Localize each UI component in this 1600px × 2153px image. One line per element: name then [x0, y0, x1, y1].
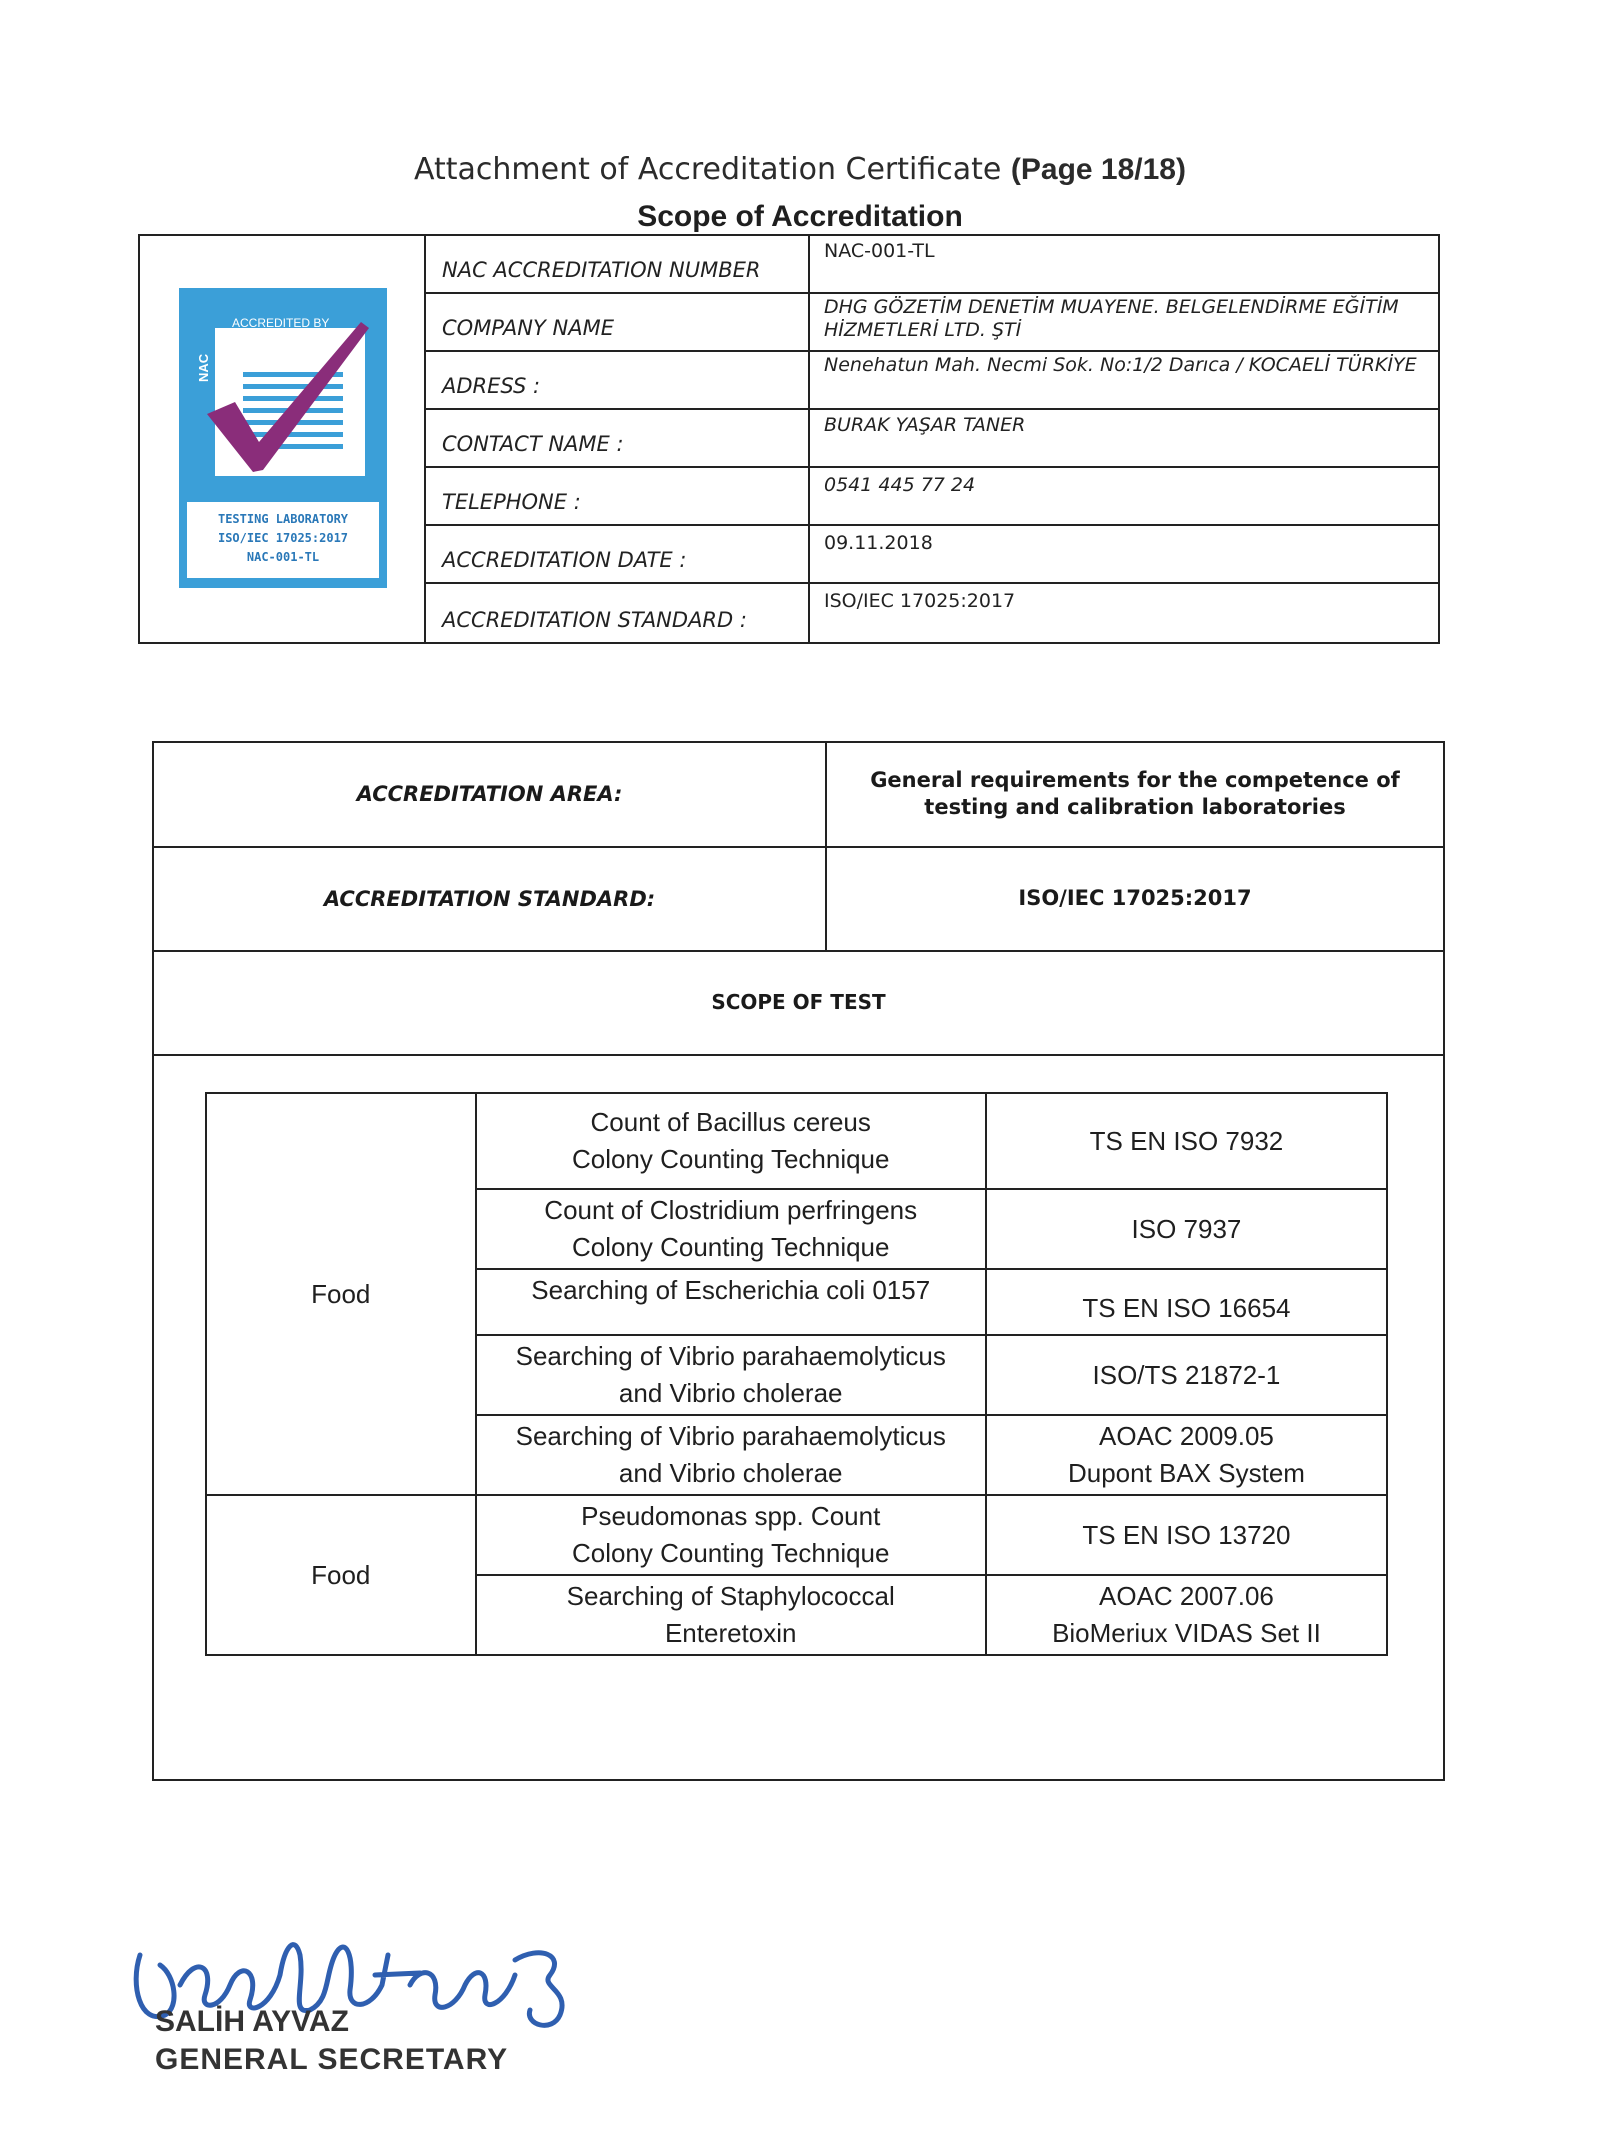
scope-divider — [152, 846, 1445, 848]
test-name-cell: Pseudomonas spp. Count Colony Counting Technique — [476, 1495, 986, 1575]
category-cell: Food — [206, 1495, 476, 1655]
logo-label-line: ISO/IEC 17025:2017 — [217, 531, 349, 545]
signatory-title: GENERAL SECRETARY — [155, 2043, 509, 2076]
info-row-accreditation-standard — [426, 584, 1440, 642]
info-value: Nenehatun Mah. Necmi Sok. No:1/2 Darıca / KOCAELİ TÜRKİYE — [824, 354, 1417, 376]
scope-divider — [152, 1054, 1445, 1056]
test-name-cell: Searching of Escherichia coli 0157 — [476, 1269, 986, 1335]
info-row-address — [426, 352, 1440, 410]
page-indicator: (Page 18/18) — [1010, 153, 1186, 186]
info-label: TELEPHONE : — [442, 490, 581, 514]
info-row-accreditation-date — [426, 526, 1440, 584]
info-value: BURAK YAŞAR TANER — [824, 414, 1026, 436]
signatory-name: SALİH AYVAZ — [155, 2005, 349, 2038]
info-label: ACCREDITATION DATE : — [442, 548, 687, 572]
title-text: Attachment of Accreditation Certificate — [414, 152, 1002, 187]
test-method-cell: ISO 7937 — [986, 1189, 1387, 1269]
logo-side-text: NAC — [196, 353, 211, 382]
info-row-company-name — [426, 294, 1440, 352]
test-name-cell: Searching of Staphylococcal Enteretoxin — [476, 1575, 986, 1655]
accreditation-standard-label: ACCREDITATION STANDARD: — [323, 887, 656, 911]
info-value: 0541 445 77 24 — [824, 474, 976, 496]
scope-of-test-title: SCOPE OF TEST — [711, 990, 886, 1014]
tests-table — [205, 1092, 1388, 1656]
info-row-nac-number — [426, 236, 1440, 294]
logo-top-text: ACCREDITED BY — [232, 316, 330, 330]
test-name-cell: Count of Bacillus cereus Colony Counting Technique — [476, 1093, 986, 1189]
logo-label-line: NAC-001-TL — [246, 550, 320, 564]
test-name-cell: Searching of Vibrio parahaemolyticus and Vibrio cholerae — [476, 1335, 986, 1415]
table-row — [206, 1495, 1387, 1575]
accreditation-standard-value: ISO/IEC 17025:2017 — [1018, 886, 1252, 910]
test-method-cell: AOAC 2007.06 BioMeriux VIDAS Set II — [986, 1575, 1387, 1655]
category-cell: Food — [206, 1093, 476, 1495]
table-row — [206, 1093, 1387, 1189]
logo-label-line: TESTING LABORATORY — [217, 512, 349, 526]
accreditation-area-value: General requirements for the competence of testing and calibration laboratories — [870, 768, 1400, 819]
info-label: CONTACT NAME : — [442, 432, 624, 456]
info-row-contact-name — [426, 410, 1440, 468]
info-row-telephone — [426, 468, 1440, 526]
logo-label — [185, 500, 381, 580]
info-value: NAC-001-TL — [824, 240, 935, 262]
info-value: 09.11.2018 — [824, 532, 933, 554]
test-method-cell: TS EN ISO 7932 — [986, 1093, 1387, 1189]
accreditation-area-label: ACCREDITATION AREA: — [356, 782, 623, 806]
scope-column-divider — [825, 743, 827, 952]
test-name-cell: Searching of Vibrio parahaemolyticus and Vibrio cholerae — [476, 1415, 986, 1495]
test-method-cell: AOAC 2009.05 Dupont BAX System — [986, 1415, 1387, 1495]
info-label: ADRESS : — [442, 374, 541, 398]
test-method-cell: ISO/TS 21872-1 — [986, 1335, 1387, 1415]
document-subtitle: Scope of Accreditation — [637, 200, 963, 233]
test-method-cell: TS EN ISO 13720 — [986, 1495, 1387, 1575]
test-method-cell: TS EN ISO 16654 — [986, 1269, 1387, 1335]
scope-divider — [152, 950, 1445, 952]
info-value: ISO/IEC 17025:2017 — [824, 590, 1016, 612]
info-label: ACCREDITATION STANDARD : — [442, 608, 747, 632]
info-value: DHG GÖZETİM DENETİM MUAYENE. BELGELENDİRME EĞİTİM HİZMETLERİ LTD. ŞTİ — [824, 296, 1399, 341]
document-title — [0, 152, 1600, 187]
info-label: NAC ACCREDITATION NUMBER — [442, 258, 761, 282]
info-label: COMPANY NAME — [442, 316, 614, 340]
test-name-cell: Count of Clostridium perfringens Colony Counting Technique — [476, 1189, 986, 1269]
